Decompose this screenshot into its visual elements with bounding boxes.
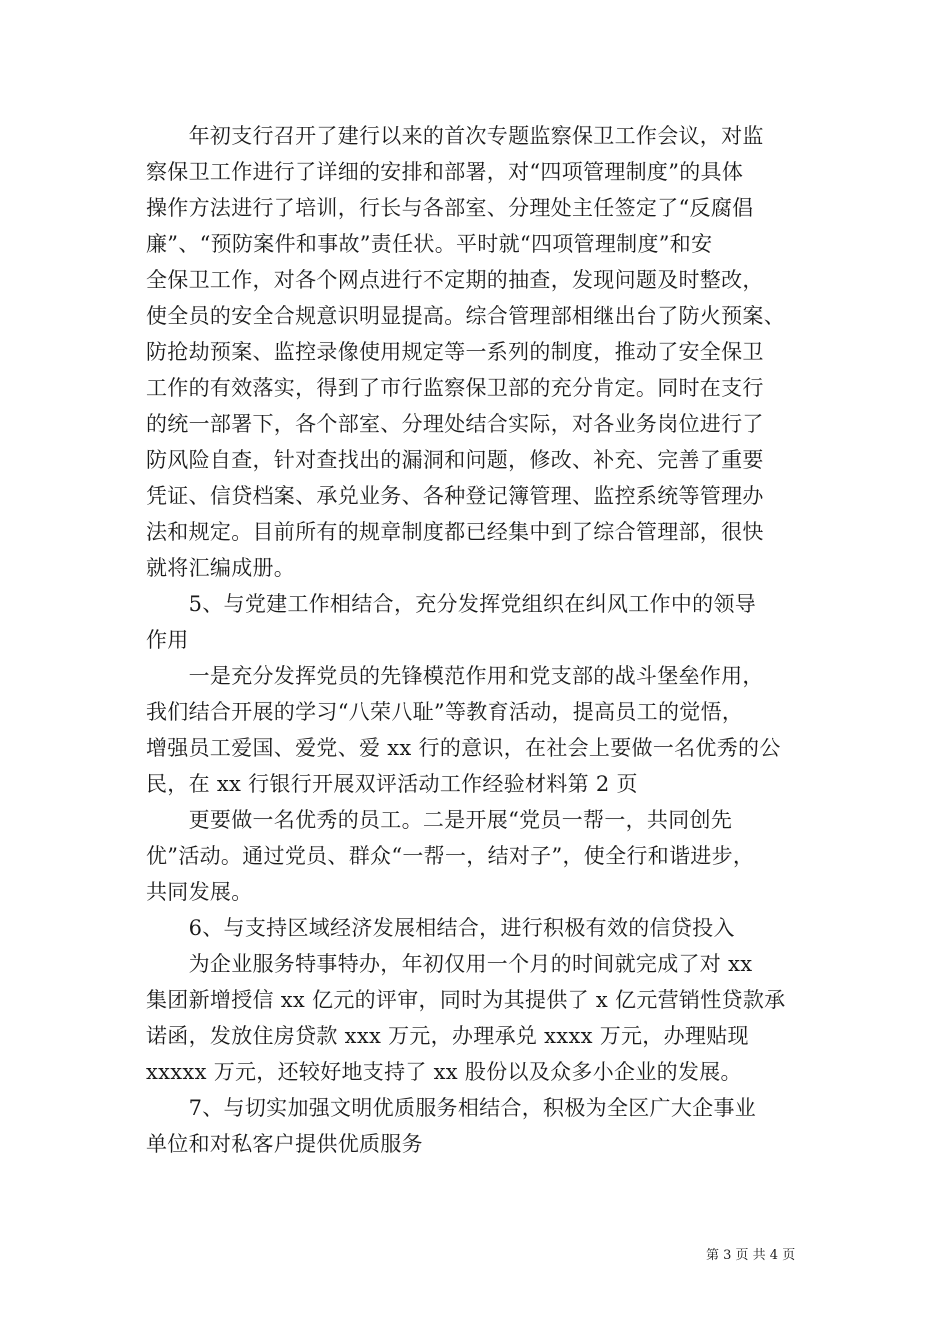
text-line: 工作的有效落实，得到了市行监察保卫部的充分肯定。同时在支行 <box>146 376 764 400</box>
text-line: 的统一部署下，各个部室、分理处结合实际，对各业务岗位进行了 <box>146 412 764 436</box>
text-line: 民，在 xx 行银行开展双评活动工作经验材料第 2 页 <box>146 772 638 796</box>
text-line: 我们结合开展的学习“八荣八耻”等教育活动，提高员工的觉悟， <box>146 700 744 724</box>
text-line: 防风险自查，针对查找出的漏洞和问题，修改、补充、完善了重要 <box>146 448 764 472</box>
text-line: 一是充分发挥党员的先锋模范作用和党支部的战斗堡垒作用， <box>146 664 764 688</box>
text-line: 操作方法进行了培训，行长与各部室、分理处主任签定了“反腐倡 <box>146 196 754 220</box>
text-line: 凭证、信贷档案、承兑业务、各种登记簿管理、监控系统等管理办 <box>146 484 764 508</box>
text-line: xxxxx 万元，还较好地支持了 xx 股份以及众多小企业的发展。 <box>146 1060 742 1084</box>
text-line: 为企业服务特事特办，年初仅用一个月的时间就完成了对 xx <box>146 952 753 976</box>
section-heading: 5、与党建工作相结合，充分发挥党组织在纠风工作中的领导 <box>146 592 757 616</box>
text-line: 年初支行召开了建行以来的首次专题监察保卫工作会议，对监 <box>146 124 764 148</box>
text-line: 共同发展。 <box>146 880 253 904</box>
text-line: 全保卫工作，对各个网点进行不定期的抽查，发现问题及时整改， <box>146 268 764 292</box>
section-heading: 7、与切实加强文明优质服务相结合，积极为全区广大企事业 <box>146 1096 757 1120</box>
text-line: 集团新增授信 xx 亿元的评审，同时为其提供了 x 亿元营销性贷款承 <box>146 988 786 1012</box>
text-line: 察保卫工作进行了详细的安排和部署，对“四项管理制度”的具体 <box>146 160 744 184</box>
text-line: 防抢劫预案、监控录像使用规定等一系列的制度，推动了安全保卫 <box>146 340 764 364</box>
text-line: 更要做一名优秀的员工。二是开展“党员一帮一，共同创先 <box>146 808 733 832</box>
text-line: 就将汇编成册。 <box>146 556 296 580</box>
text-line: 诺函，发放住房贷款 xxx 万元，办理承兑 xxxx 万元，办理贴现 <box>146 1024 749 1048</box>
page-number-footer: 第 3 页 共 4 页 <box>706 1248 796 1263</box>
section-heading: 6、与支持区域经济发展相结合，进行积极有效的信贷投入 <box>146 916 735 940</box>
text-line: 使全员的安全合规意识明显提高。综合管理部相继出台了防火预案、 <box>146 304 785 328</box>
section-heading: 单位和对私客户提供优质服务 <box>146 1132 423 1156</box>
text-line: 法和规定。目前所有的规章制度都已经集中到了综合管理部，很快 <box>146 520 764 544</box>
text-line: 廉”、“预防案件和事故”责任状。平时就“四项管理制度”和安 <box>146 232 713 256</box>
section-heading: 作用 <box>146 628 189 652</box>
text-line: 增强员工爱国、爱党、爱 xx 行的意识，在社会上要做一名优秀的公 <box>146 736 781 760</box>
text-line: 优”活动。通过党员、群众“一帮一，结对子”，使全行和谐进步， <box>146 844 755 868</box>
